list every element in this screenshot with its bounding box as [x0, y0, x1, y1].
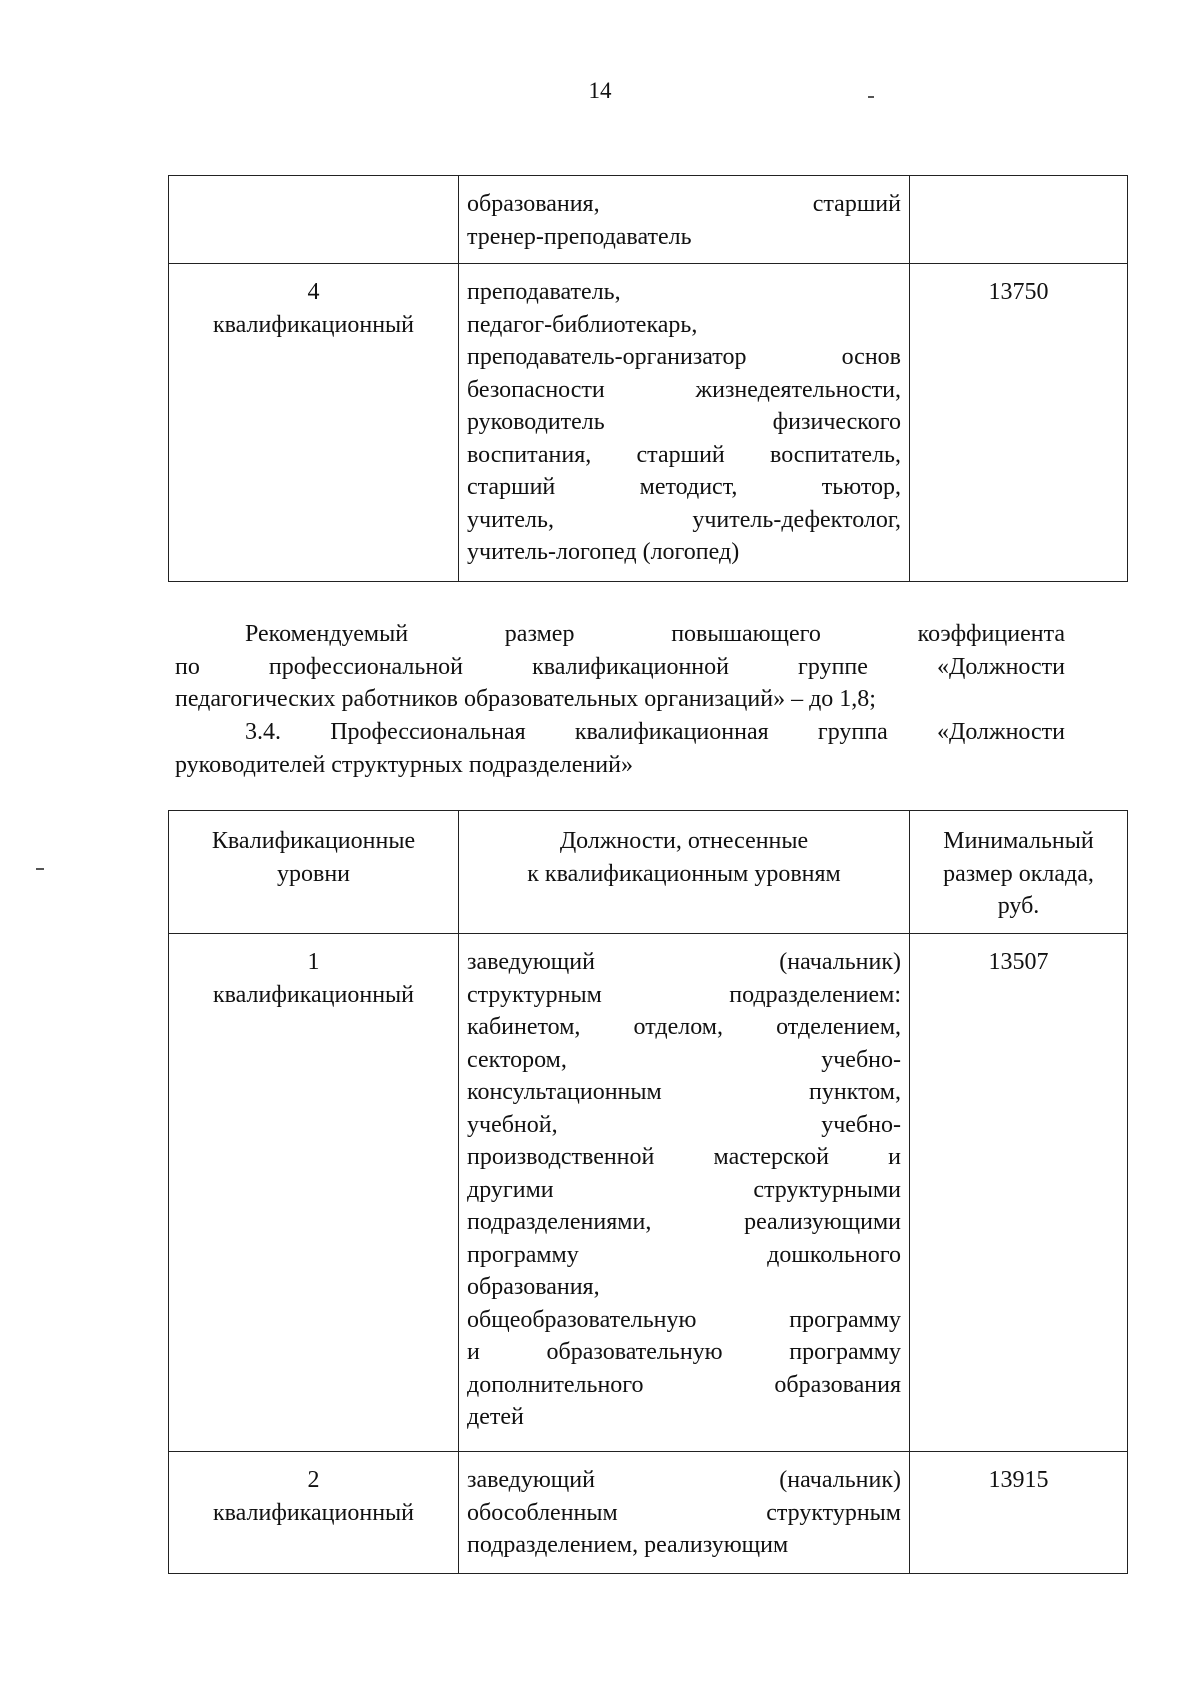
- position-line: безопасности жизнедеятельности,: [467, 376, 901, 403]
- position-line: подразделениями, реализующими: [467, 1209, 901, 1235]
- position-line: обособленным структурным: [467, 1499, 901, 1526]
- position-line: учебной, учебно-: [467, 1111, 901, 1138]
- qualification-level-cell: [169, 934, 459, 1452]
- position-line: учитель-логопед (логопед): [467, 539, 740, 565]
- qualification-level-text: квалификационный: [212, 981, 415, 1008]
- header-text: размер оклада,: [943, 860, 1094, 887]
- header-text: руб.: [997, 893, 1040, 919]
- paragraph-line: 3.4. Профессиональная квалификационная группа «Должности: [245, 719, 1065, 745]
- position-line: заведующий (начальник): [467, 1467, 901, 1493]
- table-row: [169, 176, 1128, 264]
- position-line: преподаватель-организатор основ: [467, 344, 901, 370]
- position-line: подразделением, реализующим: [467, 1532, 789, 1558]
- paragraph-line: Рекомендуемый размер повышающего коэффициента: [245, 621, 1065, 647]
- salary-cell: [910, 264, 1128, 582]
- coefficient-paragraph: [175, 618, 1065, 716]
- header-text: к квалификационным уровням: [527, 860, 841, 887]
- positions-cell: [459, 934, 910, 1452]
- positions-cell: [459, 264, 910, 582]
- qualification-level-cell: [169, 1452, 459, 1574]
- position-line: производственной мастерской и: [467, 1144, 901, 1170]
- position-line: кабинетом, отделом, отделением,: [467, 1014, 901, 1040]
- paragraph-line: руководителей структурных подразделений»: [175, 751, 633, 778]
- position-line: программу дошкольного: [467, 1241, 901, 1268]
- positions-cell: [459, 176, 910, 264]
- position-line: консультационным пунктом,: [467, 1079, 901, 1105]
- position-line: старший методист, тьютор,: [467, 474, 901, 500]
- scan-mark: [36, 868, 44, 870]
- qualification-level-text: 4: [307, 279, 320, 305]
- header-qualification-levels: [169, 811, 459, 934]
- position-line: заведующий (начальник): [467, 949, 901, 975]
- salary-value: 13750: [988, 279, 1049, 305]
- positions-cell: [459, 1452, 910, 1574]
- position-line: другими структурными: [467, 1176, 901, 1203]
- position-line: и образовательную программу: [467, 1339, 901, 1365]
- header-text: Должности, отнесенные: [559, 828, 809, 854]
- position-line: воспитания, старший воспитатель,: [467, 441, 901, 468]
- qualification-table-heads-of-departments: [168, 810, 1128, 1574]
- header-text: Квалификационные: [211, 828, 416, 854]
- position-line: сектором, учебно-: [467, 1046, 901, 1073]
- position-line: педагог-библиотекарь,: [467, 311, 698, 338]
- qualification-level-text: 2: [307, 1467, 320, 1493]
- position-line: структурным подразделением:: [467, 981, 901, 1008]
- table-row: [169, 264, 1128, 582]
- qualification-level-cell: [169, 264, 459, 582]
- position-line: преподаватель,: [467, 279, 621, 305]
- position-line: учитель, учитель-дефектолог,: [467, 506, 901, 533]
- position-line: образования, старший: [467, 191, 901, 217]
- qualification-level-text: квалификационный: [212, 1499, 415, 1526]
- salary-value: 13915: [988, 1467, 1049, 1493]
- position-line: руководитель физического: [467, 409, 901, 435]
- paragraph-line: педагогических работников образовательных организаций» – до 1,8;: [175, 686, 876, 712]
- header-minimum-salary: [910, 811, 1128, 934]
- position-line: детей: [467, 1404, 524, 1430]
- salary-cell: [910, 176, 1128, 264]
- position-line: дополнительного образования: [467, 1371, 901, 1398]
- position-line: общеобразовательную программу: [467, 1306, 901, 1333]
- qualification-table-continued: [168, 175, 1128, 582]
- header-text: Минимальный: [943, 828, 1094, 854]
- salary-value: 13507: [988, 949, 1049, 975]
- salary-cell: [910, 1452, 1128, 1574]
- scan-mark: [868, 96, 874, 98]
- paragraph-line: по профессиональной квалификационной группе «Должности: [175, 653, 1065, 680]
- table-row: [169, 1452, 1128, 1574]
- position-line: тренер-преподаватель: [467, 223, 692, 250]
- salary-cell: [910, 934, 1128, 1452]
- qualification-level-text: 1: [307, 949, 320, 975]
- section-3-4-heading: [175, 716, 1065, 781]
- qualification-level-cell: [169, 176, 459, 264]
- qualification-level-text: квалификационный: [212, 311, 415, 338]
- page-number: 14: [588, 78, 612, 103]
- table-header-row: [169, 811, 1128, 934]
- table-row: [169, 934, 1128, 1452]
- header-text: уровни: [276, 860, 351, 887]
- position-line: образования,: [467, 1274, 600, 1300]
- header-positions: [459, 811, 910, 934]
